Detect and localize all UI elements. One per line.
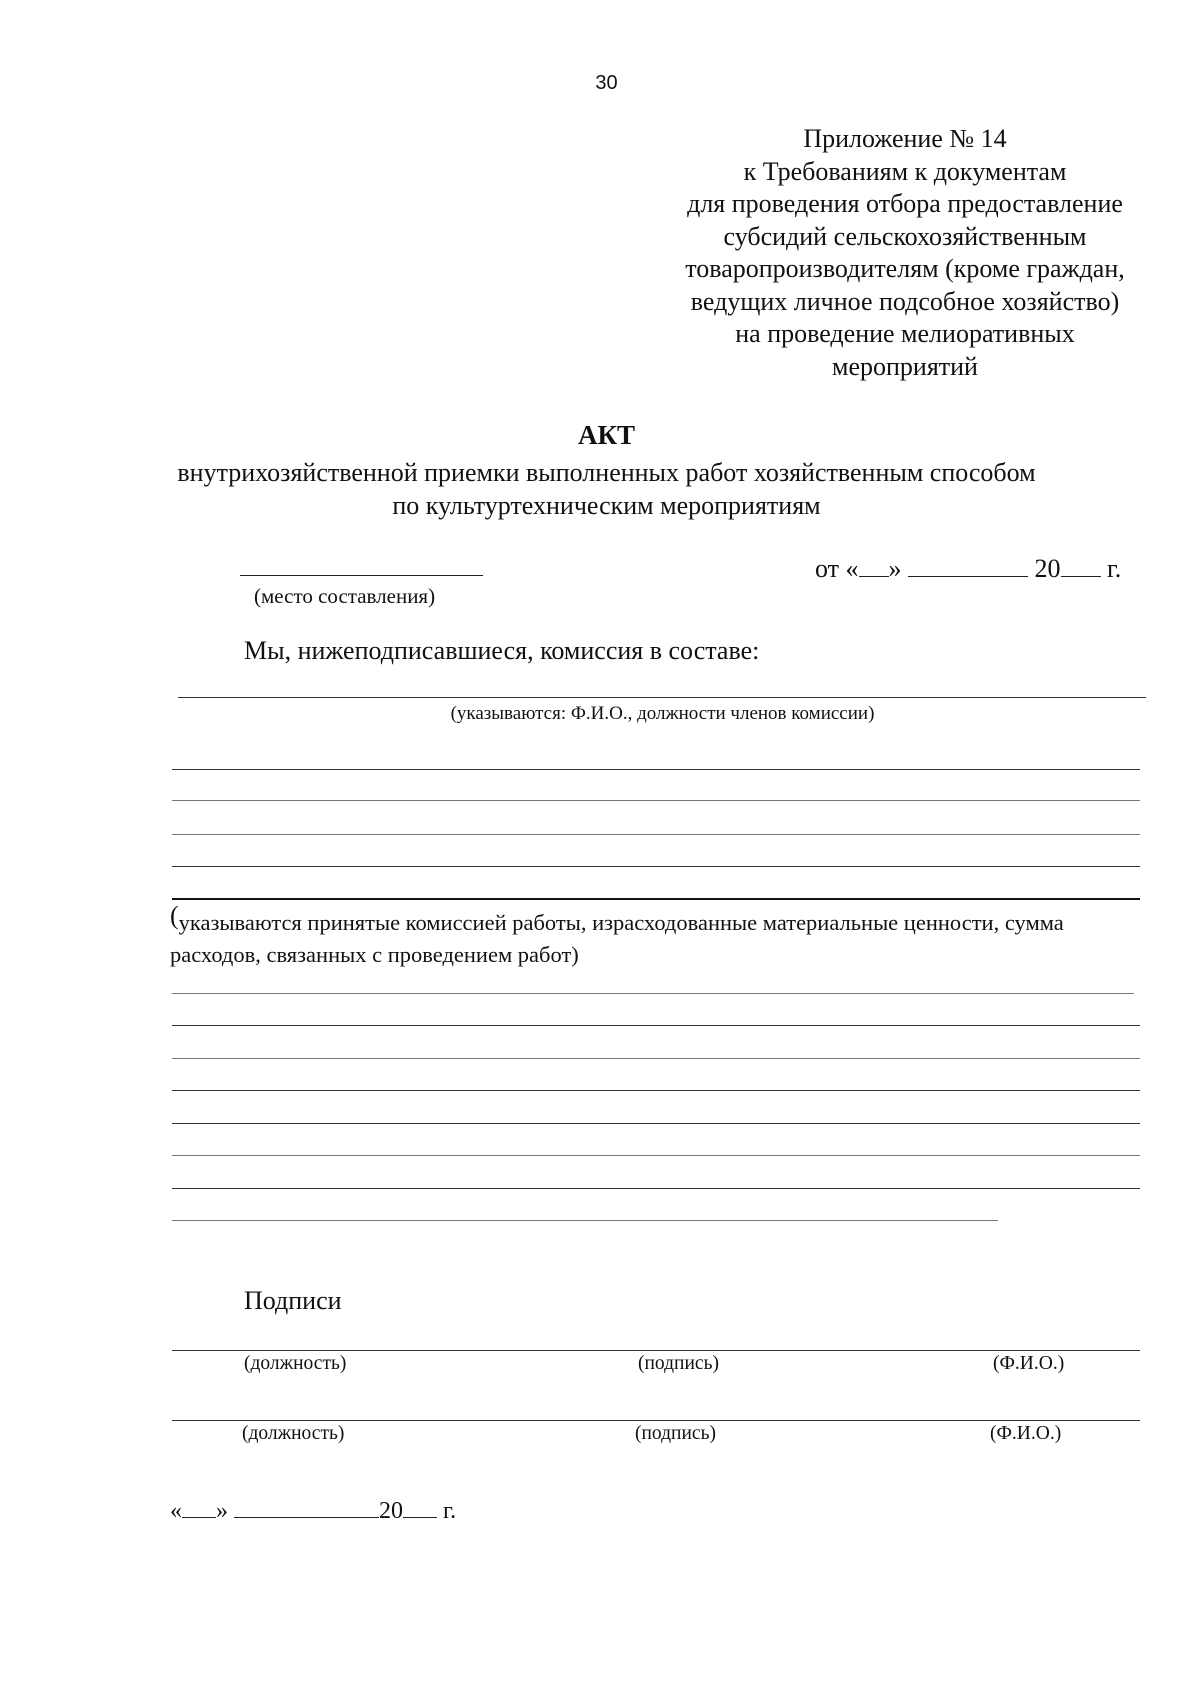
- name-caption: (Ф.И.О.): [990, 1423, 1062, 1444]
- appendix-line: мероприятий: [832, 351, 978, 381]
- footer-year-field[interactable]: [403, 1495, 437, 1518]
- appendix-line: Приложение № 14: [803, 124, 1007, 153]
- appendix-header: [640, 123, 1170, 383]
- appendix-line: для проведения отбора предоставление: [687, 189, 1123, 218]
- works-caption-paren: (: [170, 901, 179, 930]
- footer-day-field[interactable]: [182, 1495, 216, 1518]
- footer-year-prefix: 20: [379, 1498, 403, 1524]
- works-extra-line[interactable]: [172, 1220, 998, 1221]
- act-subtitle-line: внутрихозяйственной приемки выполненных работ хозяйственным способом: [177, 458, 1036, 487]
- signatures-title: Подписи: [244, 1286, 342, 1315]
- act-subtitle-line: по культуртехническим мероприятиям: [392, 491, 821, 520]
- signature-line[interactable]: [172, 1420, 1140, 1421]
- works-extra-line[interactable]: [172, 1155, 1140, 1156]
- date-quote-close: »: [888, 554, 902, 583]
- date-year-field[interactable]: [1061, 554, 1101, 577]
- date-day-field[interactable]: [859, 554, 889, 577]
- place-field[interactable]: [240, 575, 483, 576]
- appendix-line: на проведение мелиоративных: [735, 319, 1075, 348]
- appendix-line: к Требованиям к документам: [743, 156, 1067, 186]
- date-month-field[interactable]: [908, 554, 1028, 577]
- appendix-line: субсидий сельскохозяйственным: [723, 221, 1087, 251]
- works-extra-line[interactable]: [172, 993, 1134, 994]
- works-extra-line[interactable]: [172, 1188, 1140, 1189]
- page-number: 30: [595, 72, 618, 94]
- footer-date-open: «: [170, 1498, 182, 1524]
- works-extra-line[interactable]: [172, 1123, 1140, 1124]
- footer-year-suffix: г.: [443, 1498, 457, 1524]
- name-caption: (Ф.И.О.): [993, 1353, 1065, 1374]
- works-extra-line[interactable]: [172, 1025, 1140, 1026]
- position-caption: (должность): [244, 1353, 347, 1374]
- date-prefix: от «: [815, 554, 859, 583]
- members-line[interactable]: [178, 697, 1146, 698]
- date-year-prefix: 20: [1034, 554, 1061, 583]
- footer-date: [170, 1495, 456, 1525]
- works-caption-text: указываются принятые комиссией работы, израсходованные материальные ценности, сумма расходов, связанных с проведением работ): [170, 910, 1064, 967]
- members-extra-line[interactable]: [172, 800, 1140, 801]
- date-year-suffix: г.: [1107, 554, 1122, 583]
- appendix-line: ведущих личное подсобное хозяйство): [690, 286, 1120, 316]
- act-date: [815, 554, 1121, 584]
- position-caption: (должность): [242, 1423, 345, 1444]
- footer-month-field[interactable]: [234, 1495, 379, 1518]
- signature-caption: (подпись): [635, 1423, 716, 1444]
- works-caption: [170, 901, 1140, 971]
- members-extra-line[interactable]: [172, 834, 1140, 835]
- signature-line[interactable]: [172, 1350, 1140, 1351]
- act-title: АКТ: [577, 420, 636, 450]
- members-caption: (указываются: Ф.И.О., должности членов комиссии): [450, 703, 875, 724]
- members-extra-line[interactable]: [172, 769, 1140, 770]
- signature-caption: (подпись): [638, 1353, 719, 1374]
- works-extra-line[interactable]: [172, 1090, 1140, 1091]
- place-caption: (место составления): [254, 584, 436, 608]
- works-line[interactable]: [172, 898, 1140, 900]
- footer-date-close: »: [216, 1498, 228, 1524]
- members-intro: Мы, нижеподписавшиеся, комиссия в составе:: [244, 636, 760, 665]
- members-extra-line[interactable]: [172, 866, 1140, 867]
- act-subtitle: [120, 456, 1093, 522]
- appendix-line: товаропроизводителям (кроме граждан,: [685, 254, 1125, 283]
- works-extra-line[interactable]: [172, 1058, 1140, 1059]
